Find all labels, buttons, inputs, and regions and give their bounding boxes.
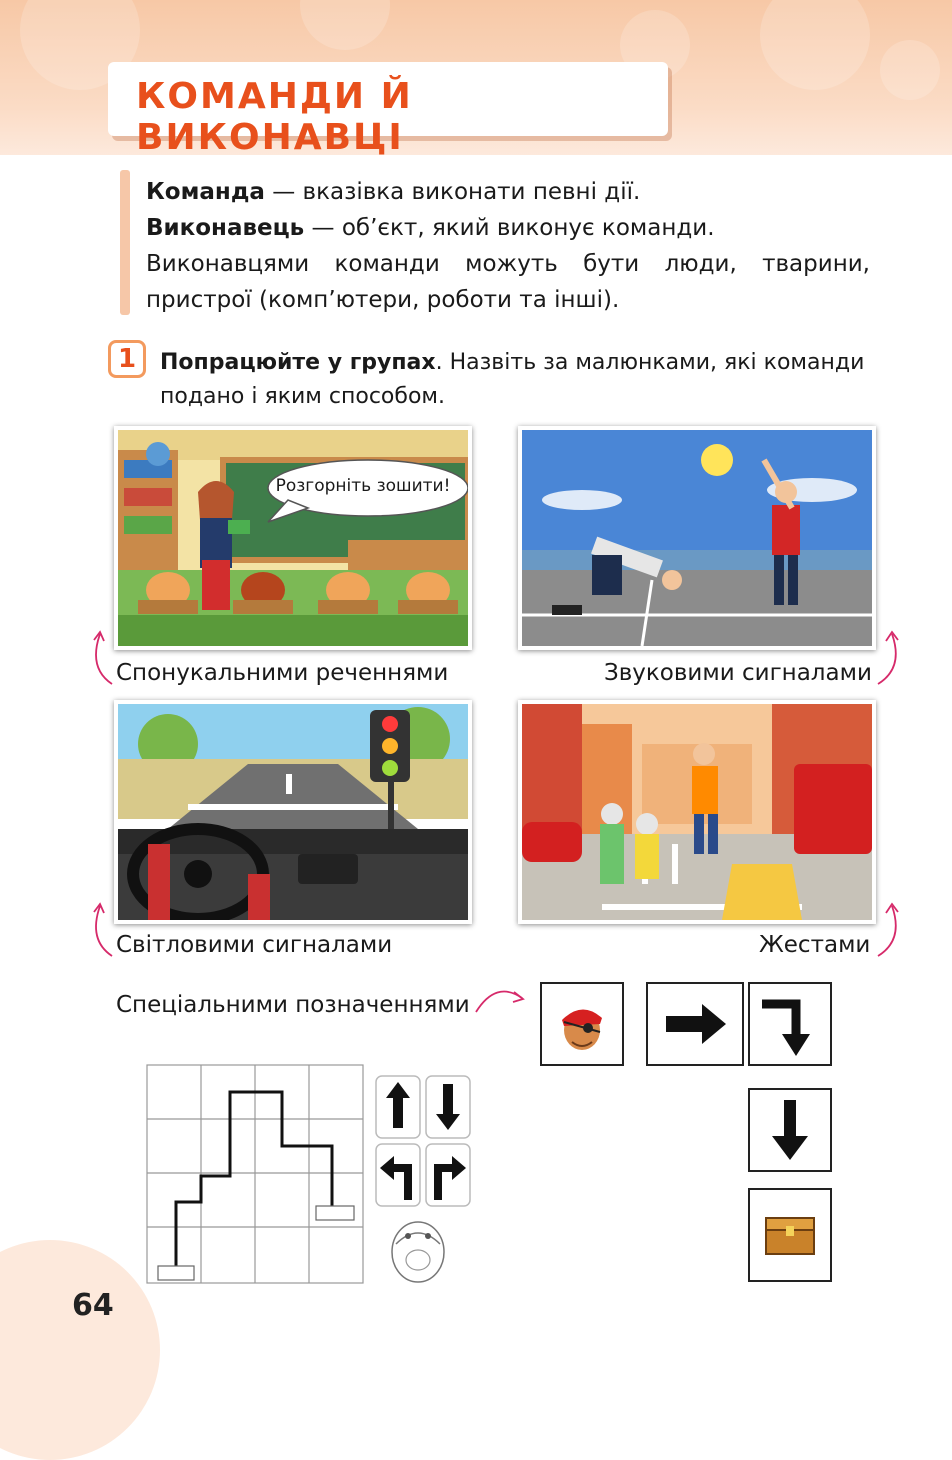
turn-right-down-icon [750,984,830,1064]
task-instruction-2: подано і яким способом. [160,384,446,409]
robot-command-cards [374,1074,472,1208]
task-number: 1 [108,340,146,378]
arrow-down-command-box [748,1088,832,1172]
definition-bar [120,170,130,315]
traffic-light-picture [114,700,472,924]
caption-gestures: Жестами [759,932,871,958]
arrow-down-icon [750,1090,830,1170]
arrow-right-icon [648,984,742,1064]
race-start-picture [518,426,876,650]
curve-arrow-icon [84,624,124,686]
arrow-right-command-box [646,982,744,1066]
definition-executor: Виконавець — об’єкт, який виконує команди. [146,215,715,241]
treasure-chest-icon [750,1190,830,1280]
definition-command: Команда — вказівка виконати певні дії. [146,179,641,205]
speech-bubble-text: Розгорніть зошити! [275,476,451,496]
page-number-circle [0,1240,160,1460]
page-number: 64 [72,1288,114,1323]
curve-arrow-icon [872,896,912,958]
definition-line-3: Виконавцями команди можуть бути люди, тварини, [146,251,870,277]
caption-light-signals: Світловими сигналами [116,932,393,958]
curve-arrow-icon [872,624,912,686]
robot-toy-icon [388,1212,448,1288]
pirate-head-icon [542,984,622,1064]
grid-path-diagram [146,1064,366,1286]
turn-command-box [748,982,832,1066]
curve-arrow-icon [84,896,124,958]
caption-special-signs: Спеціальними позначеннями [116,992,470,1018]
caption-imperative-sentences: Спонукальними реченнями [116,660,449,686]
title-box [108,62,668,158]
definition-line-4: пристрої (комп’ютери, роботи та інші). [146,287,620,313]
treasure-command-box [748,1188,832,1282]
curve-arrow-icon [472,980,528,1016]
pirate-command-box [540,982,624,1066]
page-title: КОМАНДИ Й ВИКОНАВЦІ [136,76,413,158]
task-instruction: Попрацюйте у групах. Назвіть за малюнками, які команди [160,350,865,375]
caption-sound-signals: Звуковими сигналами [604,660,872,686]
gestures-picture [518,700,876,924]
classroom-picture [114,426,472,650]
